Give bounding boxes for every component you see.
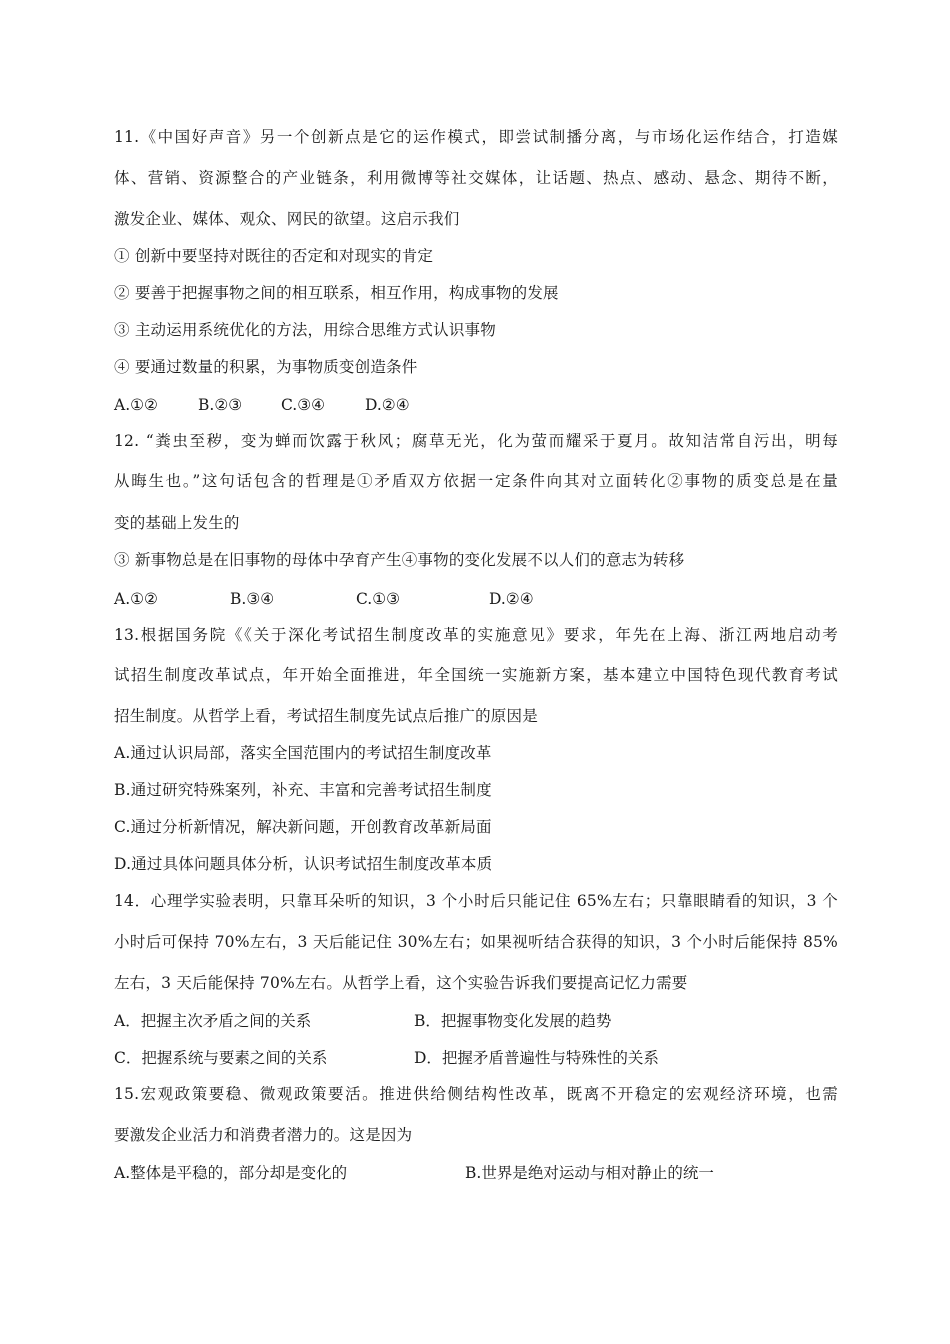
q11-option-b: B.②③	[198, 396, 243, 414]
q14-option-d: D．把握矛盾普遍性与特殊性的关系	[414, 1049, 659, 1067]
q12-stem-line-3: 变的基础上发生的	[114, 514, 240, 532]
q14-option-a: A．把握主次矛盾之间的关系	[114, 1012, 312, 1030]
q12-option-b: B.③④	[230, 590, 275, 608]
q12-stem-line-2: 从晦生也。”这句话包含的哲理是①矛盾双方依据一定条件向其对立面转化②事物的质变总是在量	[114, 472, 838, 490]
q14-stem-line-3: 左右，3 天后能保持 70%左右。从哲学上看，这个实验告诉我们要提高记忆力需要	[114, 974, 688, 992]
q13-option-c: C.通过分析新情况，解决新问题，开创教育改革新局面	[114, 818, 492, 836]
q14-option-b: B．把握事物变化发展的趋势	[414, 1012, 612, 1030]
q11-stem-line-2: 体、营销、资源整合的产业链条，利用微博等社交媒体，让话题、热点、感动、悬念、期待不断，	[114, 169, 838, 187]
q12-option-c: C.①③	[356, 590, 401, 608]
q12-stem-line-1: 12. “粪虫至秽，变为蝉而饮露于秋风；腐草无光，化为萤而耀采于夏月。故知洁常自污出，明每	[114, 432, 838, 450]
q11-statement-3: ③ 主动运用系统优化的方法，用综合思维方式认识事物	[114, 321, 496, 339]
q11-option-c: C.③④	[281, 396, 326, 414]
q12-option-a: A.①②	[114, 590, 158, 608]
q13-option-b: B.通过研究特殊案列，补充、丰富和完善考试招生制度	[114, 781, 492, 799]
q13-option-d: D.通过具体问题具体分析，认识考试招生制度改革本质	[114, 855, 493, 873]
q12-stem-line-4: ③ 新事物总是在旧事物的母体中孕育产生④事物的变化发展不以人们的意志为转移	[114, 551, 685, 569]
q11-stem-line-1: 11.《中国好声音》另一个创新点是它的运作模式，即尝试制播分离，与市场化运作结合，打造媒	[114, 128, 838, 146]
q15-option-b: B.世界是绝对运动与相对静止的统一	[465, 1164, 714, 1182]
q11-statement-1: ① 创新中要坚持对既往的否定和对现实的肯定	[114, 247, 434, 265]
q13-option-a: A.通过认识局部，落实全国范围内的考试招生制度改革	[114, 744, 492, 762]
q13-stem-line-3: 招生制度。从哲学上看，考试招生制度先试点后推广的原因是	[114, 707, 538, 725]
q13-stem-line-2: 试招生制度改革试点，年开始全面推进，年全国统一实施新方案，基本建立中国特色现代教育考试	[114, 666, 838, 684]
q15-stem-line-1: 15.宏观政策要稳、微观政策要活。推进供给侧结构性改革，既离不开稳定的宏观经济环境，也需	[114, 1085, 838, 1103]
q11-option-a: A.①②	[114, 396, 158, 414]
q15-option-a: A.整体是平稳的，部分却是变化的	[114, 1164, 348, 1182]
q14-option-c: C．把握系统与要素之间的关系	[114, 1049, 328, 1067]
q12-option-d: D.②④	[489, 590, 534, 608]
q14-stem-line-2: 小时后可保持 70%左右，3 天后能记住 30%左右；如果视听结合获得的知识，3 个小时后能保持 85%	[114, 933, 838, 951]
q13-stem-line-1: 13.根据国务院《《关于深化考试招生制度改革的实施意见》要求，年先在上海、浙江两地启动考	[114, 626, 838, 644]
q11-statement-4: ④ 要通过数量的积累，为事物质变创造条件	[114, 358, 418, 376]
q15-stem-line-2: 要激发企业活力和消费者潜力的。这是因为	[114, 1126, 413, 1144]
q14-stem-line-1: 14．心理学实验表明，只靠耳朵听的知识，3 个小时后只能记住 65%左右；只靠眼睛看的知识，3 个	[114, 892, 838, 910]
q11-stem-line-3: 激发企业、媒体、观众、网民的欲望。这启示我们	[114, 210, 460, 228]
q11-option-d: D.②④	[365, 396, 410, 414]
q11-statement-2: ② 要善于把握事物之间的相互联系，相互作用，构成事物的发展	[114, 284, 559, 302]
